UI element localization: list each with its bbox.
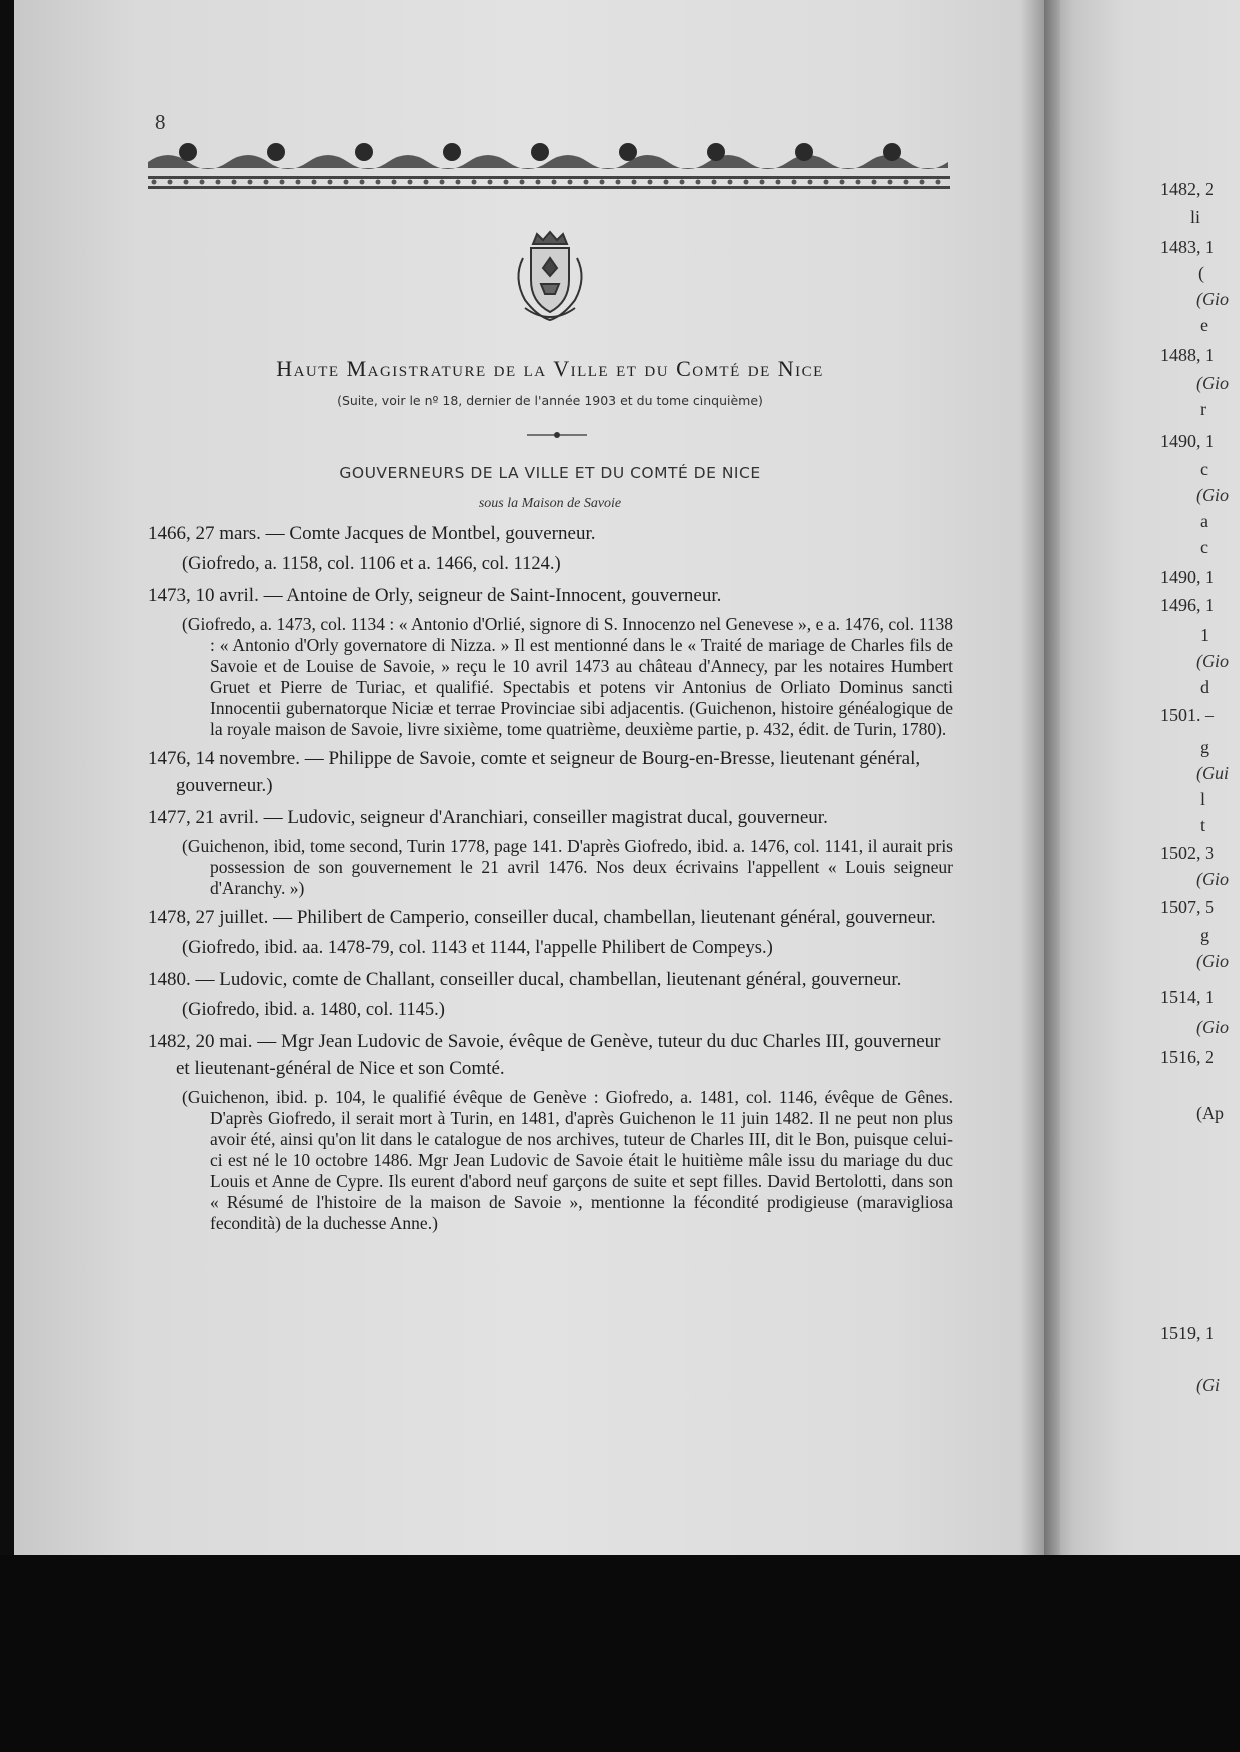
decorative-border-ornament [148, 140, 950, 192]
facing-fragment: (Gio [1196, 1017, 1229, 1037]
facing-fragment: 1516, 2 [1160, 1047, 1214, 1067]
facing-fragment: 1514, 1 [1160, 987, 1214, 1007]
facing-fragment: 1490, 1 [1160, 431, 1214, 451]
section-title: GOUVERNEURS DE LA VILLE ET DU COMTÉ DE NICE [339, 464, 761, 482]
section-subtitle: sous la Maison de Savoie [478, 496, 622, 511]
entry-1478: 1478, 27 juillet. — Philibert de Camperio, conseiller ducal, chambellan, lieutenant général, gouverneur. [148, 907, 936, 928]
facing-fragment: (Gio [1196, 951, 1229, 971]
facing-fragment: 1502, 3 [1160, 843, 1214, 863]
facing-fragment: t [1200, 815, 1206, 835]
page-subtitle: (Suite, voir le nº 18, dernier de l'année 1903 et du tome cinquième) [337, 393, 763, 408]
note-1482: (Guichenon, ibid. p. 104, le qualifié évêque de Genève : Giofredo, a. 1481, col. 1146, évêque de Gênes. D'après Giofredo, il serait mort à Turin, en 1481, d'après Guichenon le 11 juin 1482. Il ne peut non plus avoir été, ainsi qu'on lit dans le catalogue de nos archives, tuteur de Charles III, dit le Bon, puisque celui-ci est né le 10 octobre 1486. Mgr Jean Ludovic de Savoie était le huitième mâle issu du mariage du duc Louis et Anne de Cypre. Ils eurent d'abord neuf garçons de suite et sept filles. David Bertolotti, dans son « Résumé de l'histoire de la maison de Savoie », mentionne la fécondité prodigieuse (maravigliosa fecondità) de la duchesse Anne.) [182, 1087, 953, 1233]
facing-fragment: (Gi [1196, 1375, 1220, 1395]
facing-fragment: g [1200, 925, 1209, 945]
facing-fragment: (Gio [1196, 485, 1229, 505]
book-gutter [1020, 0, 1060, 1560]
facing-fragment: (Gio [1196, 289, 1229, 309]
facing-fragment: r [1200, 399, 1206, 419]
entry-1476: 1476, 14 novembre. — Philippe de Savoie, comte et seigneur de Bourg-en-Bresse, lieutenant général, gouverneur.) [148, 748, 921, 796]
facing-fragment: l [1200, 789, 1206, 809]
facing-fragment: 1507, 5 [1160, 897, 1214, 917]
entry-1482: 1482, 20 mai. — Mgr Jean Ludovic de Savoie, évêque de Genève, tuteur du duc Charles III, gouverneur et lieutenant-général de Nice et son Comté. [148, 1031, 941, 1079]
article-body [148, 520, 953, 1239]
facing-fragment: (Ap [1196, 1103, 1224, 1123]
entry-1473: 1473, 10 avril. — Antoine de Orly, seigneur de Saint-Innocent, gouverneur. [148, 585, 722, 606]
scanner-background [0, 1555, 1240, 1752]
divider-ornament [527, 430, 587, 440]
facing-fragment: li [1190, 207, 1201, 227]
facing-fragment: g [1200, 737, 1209, 757]
facing-fragment: a [1200, 511, 1208, 531]
note-1478: (Giofredo, ibid. aa. 1478-79, col. 1143 et 1144, l'appelle Philibert de Compeys.) [182, 938, 773, 958]
entry-1466: 1466, 27 mars. — Comte Jacques de Montbel, gouverneur. [148, 523, 596, 544]
facing-fragment: (Gio [1196, 869, 1229, 889]
facing-fragment: 1488, 1 [1160, 345, 1214, 365]
facing-fragment: e [1200, 315, 1208, 335]
facing-fragment: 1519, 1 [1160, 1323, 1214, 1343]
facing-fragment: 1501. – [1160, 705, 1214, 725]
facing-fragment: (Gio [1196, 373, 1229, 393]
facing-fragment: ( [1198, 263, 1204, 283]
note-1477: (Guichenon, ibid, tome second, Turin 1778, page 141. D'après Giofredo, ibid. a. 1476, col. 1141, il aurait pris possession de son gouvernement le 21 avril 1476. Nos deux écrivains l'appellent « Louis seigneur d'Aranchy. ») [182, 836, 953, 898]
facing-fragment: 1 [1200, 625, 1209, 645]
facing-fragment: 1482, 2 [1160, 179, 1214, 199]
facing-fragment: c [1200, 459, 1208, 479]
note-1466: (Giofredo, a. 1158, col. 1106 et a. 1466, col. 1124.) [182, 554, 561, 574]
entry-1480: 1480. — Ludovic, comte de Challant, conseiller ducal, chambellan, lieutenant général, gouverneur. [148, 969, 902, 990]
facing-fragment: c [1200, 537, 1208, 557]
entry-1477: 1477, 21 avril. — Ludovic, seigneur d'Aranchiari, conseiller magistrat ducal, gouverneur. [148, 807, 828, 828]
page-number: 8 [155, 110, 166, 134]
note-1480: (Giofredo, ibid. a. 1480, col. 1145.) [182, 1000, 445, 1020]
facing-fragment: 1490, 1 [1160, 567, 1214, 587]
facing-fragment: (Gio [1196, 651, 1229, 671]
note-1473: (Giofredo, a. 1473, col. 1134 : « Antonio d'Orlié, signore di S. Innocenzo nel Genevese », e a. 1476, col. 1138 : « Antonio d'Orly governatore di Nizza. » Il est mentionné dans le « Traité de mariage de Charles fils de Savoie et de Louise de Savoie, » reçu le 10 avril 1473 au château d'Annecy, par les notaires Humbert Gruet et Pierre de Turiac, et qualifié. Spectabis et potens vir Antonius de Orliato Dominus sancti Innocentii gubernatorque Niciæ et terrae Provinciae sibi adjacentis. (Guichenon, histoire généalogique de la royale maison de Savoie, livre sixième, tome quatrième, deuxième partie, p. 432, édit. de Turin, 1780). [182, 614, 953, 739]
facing-fragment: (Gui [1196, 763, 1229, 783]
facing-fragment: 1496, 1 [1160, 595, 1214, 615]
page-title: Haute Magistrature de la Ville et du Comté de Nice [276, 356, 824, 381]
facing-fragment: 1483, 1 [1160, 237, 1214, 257]
nice-coat-of-arms-icon [505, 228, 595, 328]
facing-fragment: d [1200, 677, 1209, 697]
